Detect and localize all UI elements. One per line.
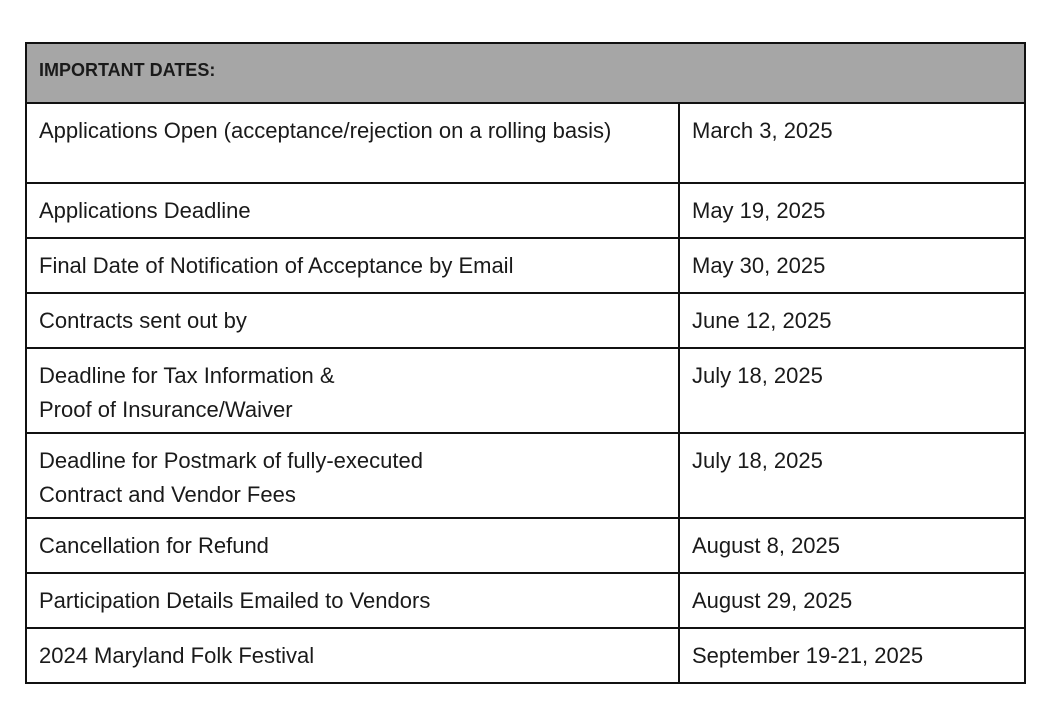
- table-header-row: [26, 43, 1025, 103]
- table-row: [26, 103, 1025, 183]
- event-cell: Applications Deadline: [26, 183, 679, 238]
- table-row: [26, 348, 1025, 433]
- date-cell: July 18, 2025: [679, 433, 1025, 518]
- date-cell: June 12, 2025: [679, 293, 1025, 348]
- date-cell: March 3, 2025: [679, 103, 1025, 183]
- date-cell: August 29, 2025: [679, 573, 1025, 628]
- date-cell: August 8, 2025: [679, 518, 1025, 573]
- event-cell: Deadline for Postmark of fully-executed Contract and Vendor Fees: [26, 433, 679, 518]
- event-cell: Deadline for Tax Information & Proof of Insurance/Waiver: [26, 348, 679, 433]
- important-dates-table: [25, 42, 1026, 684]
- table-row: [26, 518, 1025, 573]
- date-cell: May 19, 2025: [679, 183, 1025, 238]
- table-row: [26, 573, 1025, 628]
- date-cell: September 19-21, 2025: [679, 628, 1025, 683]
- event-cell: Participation Details Emailed to Vendors: [26, 573, 679, 628]
- event-cell: Contracts sent out by: [26, 293, 679, 348]
- table-row: [26, 628, 1025, 683]
- event-cell: Cancellation for Refund: [26, 518, 679, 573]
- table-row: [26, 238, 1025, 293]
- event-cell: 2024 Maryland Folk Festival: [26, 628, 679, 683]
- table-row: [26, 433, 1025, 518]
- table-row: [26, 183, 1025, 238]
- date-cell: July 18, 2025: [679, 348, 1025, 433]
- table-row: [26, 293, 1025, 348]
- event-cell: Final Date of Notification of Acceptance by Email: [26, 238, 679, 293]
- table-header: IMPORTANT DATES:: [26, 43, 1025, 103]
- event-cell: Applications Open (acceptance/rejection on a rolling basis): [26, 103, 679, 183]
- date-cell: May 30, 2025: [679, 238, 1025, 293]
